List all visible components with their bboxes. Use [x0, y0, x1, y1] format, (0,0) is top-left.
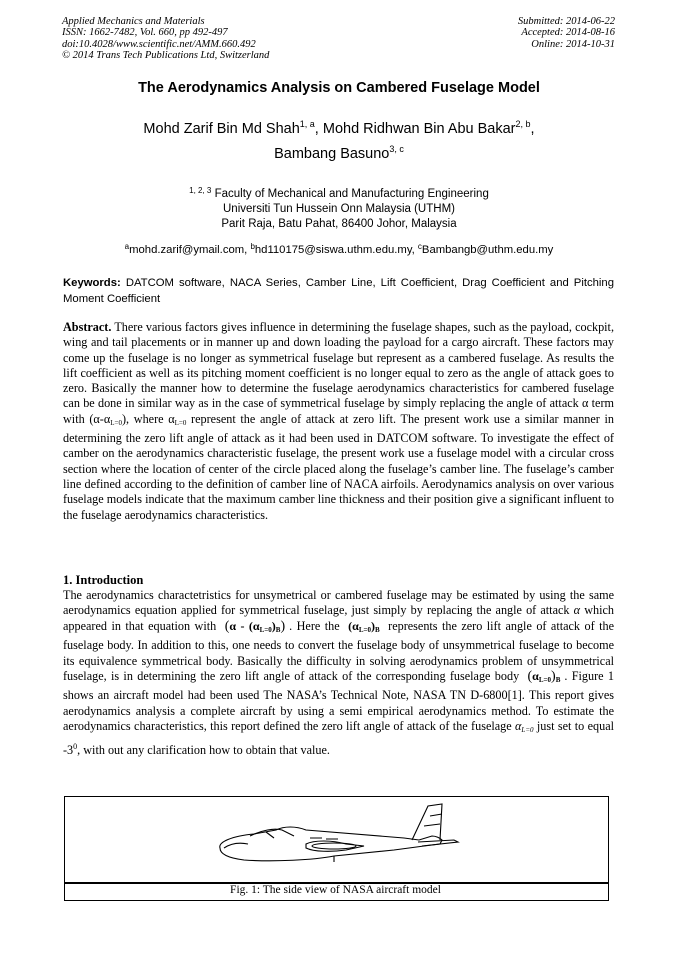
degree-sup: 0 — [73, 741, 78, 751]
email-a[interactable]: mohd.zarif@ymail.com, — [129, 244, 251, 256]
email-b[interactable]: hd110175@siswa.uthm.edu.my, — [254, 244, 418, 256]
intro-text-4: represents the zero lift angle of attack of the fuselage body. In addition to this, one needs to convert the fuselage body of unsymmetrical fuselage to become its equivalence symmetrical body. Basically the difficulty in solving aerodynamics problem of unsymmetrical fuselage, is in determining the zero lift angle of attack of the corresponding fuselage body — [63, 618, 614, 684]
equation-4: $\alpha_{L=0}$ — [515, 719, 534, 735]
email-c-sup: c — [417, 242, 422, 251]
author-1-sup: 1, a — [299, 119, 315, 129]
abstract-text-3: represent the angle of attack at zero lift. The present work use a similar manner in determining the zero lift angle of attack as it had been used in DATCOM software. To investigate the effect of camber on the aerodynamics characteristic fuselage, the present work use a fuselage model with a circular cross section where the location of center of the circle placed along the fuselage’s camber line. The fuselage’s camber line defined according to the definition of camber line of NACA airfoils. Aerodynamics analysis on over various fuselage models indicate that the maximum camber line thickness and their position give a significant influent to the fuselage aerodynamics characteristics. — [63, 411, 615, 522]
author-list: Mohd Zarif Bin Md Shah$^{1, a}$, Mohd Ridhwan Bin Abu Bakar$^{2, b}$, Bambang Basuno$^{3, c}$ — [143, 119, 535, 162]
author-3-sup: 3, c — [389, 144, 404, 154]
online-date: Online: 2014-10-31 — [531, 38, 615, 50]
paper-title: The Aerodynamics Analysis on Cambered Fuselage Model — [138, 80, 540, 96]
equation-3: $(\alpha_{L=0})_B$ — [527, 669, 561, 685]
author-3-name: Bambang Basuno — [274, 146, 390, 162]
journal-copyright: © 2014 Trans Tech Publications Ltd, Switzerland — [62, 50, 270, 62]
email-a-sup: a — [124, 242, 130, 251]
email-b-sup: b — [250, 242, 255, 251]
submitted-date: Submitted: 2014-06-22 — [517, 16, 615, 27]
keywords — [63, 276, 614, 307]
alpha-symbol: α — [573, 603, 581, 618]
equation-2: $(\alpha_{L=0})_B$ — [348, 618, 380, 634]
intro-text-3: . Here the — [289, 618, 345, 633]
journal-doi: doi:10.4028/www.scientific.net/AMM.660.492 — [62, 38, 256, 50]
affiliation-sup: 1, 2, 3 — [189, 186, 212, 195]
affiliation-line-1: Faculty of Mechanical and Manufacturing Engineering — [214, 188, 489, 200]
affiliation-line-2: Universiti Tun Hussein Onn Malaysia (UTHM) — [223, 203, 455, 215]
abstract-text-1: There various factors gives influence in determining the fuselage shapes, such as the payload, cockpit, wing and tail placements or in manner up and down loading the payload for a cargo aircraft. These factors may come up the fuselage is no longer as symmetrical fuselage but represent as a cambered fuselage. As results the lift coefficient as well as its pitching moment coefficient is no longer equal to zero as the angle of attack goes to zero. Basically the manner how to determine the fuselage aerodynamics characteristics for cambered fuselage can be done in similar way as in the case of symmetrical fuselage by simply replacing the angle of attack α term with (α-α — [63, 320, 614, 426]
keywords-text: DATCOM software, NACA Series, Camber Line, Lift Coefficient, Drag Coefficient and Pitching Moment Coefficient — [63, 277, 614, 305]
accepted-date: Accepted: 2014-08-16 — [521, 27, 615, 39]
figure-1-caption: Fig. 1: The side view of NASA aircraft model — [230, 884, 441, 896]
aircraft-side-view-figure — [214, 800, 462, 880]
intro-text-1: The aerodynamics charactetristics for unsymetrical or cambered fuselage may be estimated by using the same aerodynamics equation applied for symmetrical fuselage, just simply by replacing the angle of attack — [63, 588, 614, 618]
author-emails — [30, 242, 648, 256]
journal-header-right — [518, 16, 615, 50]
journal-issn: ISSN: 1662-7482, Vol. 660, pp 492-497 — [62, 27, 228, 39]
abstract-text-2: ), where α — [121, 411, 175, 426]
equation-1: $(\alpha - (\alpha_{L=0})_B)$ — [224, 618, 286, 634]
intro-text-5: . Figure 1 shows an aircraft model had been used The NASA’s Technical Note, NASA TN D-6800[1]. This report gives aerodynamics analysis a complete aircraft by using a semi empirical aerodynamics method. To estimate the aerodynamics characteristics, this report defined the zero lift angle of attack of the fuselage — [63, 669, 615, 734]
intro-text-2: which appeared in that equation with — [63, 603, 614, 633]
abstract-sub-2: L=0 — [174, 418, 187, 427]
abstract — [63, 320, 614, 523]
journal-header-left — [62, 16, 269, 62]
horizontal-stabilizer — [418, 840, 458, 846]
intro-text-6: just set to equal -3 — [63, 719, 614, 757]
author-2-sup: 2, b — [515, 119, 531, 129]
abstract-label: Abstract. — [63, 320, 112, 334]
author-2-name: Mohd Ridhwan Bin Abu Bakar — [322, 121, 516, 137]
keywords-label: Keywords: — [63, 277, 121, 289]
intro-text-7: , with out any clarification how to obtain that value. — [77, 742, 330, 757]
affiliation — [30, 183, 648, 232]
introduction-text — [63, 588, 614, 758]
tail-fin — [412, 804, 442, 840]
fuselage-outline — [220, 827, 442, 861]
section-heading-introduction: 1. Introduction — [63, 573, 144, 587]
affiliation-line-3: Parit Raja, Batu Pahat, 86400 Johor, Malaysia — [221, 218, 457, 230]
journal-name: Applied Mechanics and Materials — [62, 16, 205, 27]
email-c[interactable]: Bambangb@uthm.edu.my — [421, 244, 554, 256]
author-1-name: Mohd Zarif Bin Md Shah — [143, 121, 300, 137]
abstract-sub-1: L=0 — [110, 418, 122, 427]
